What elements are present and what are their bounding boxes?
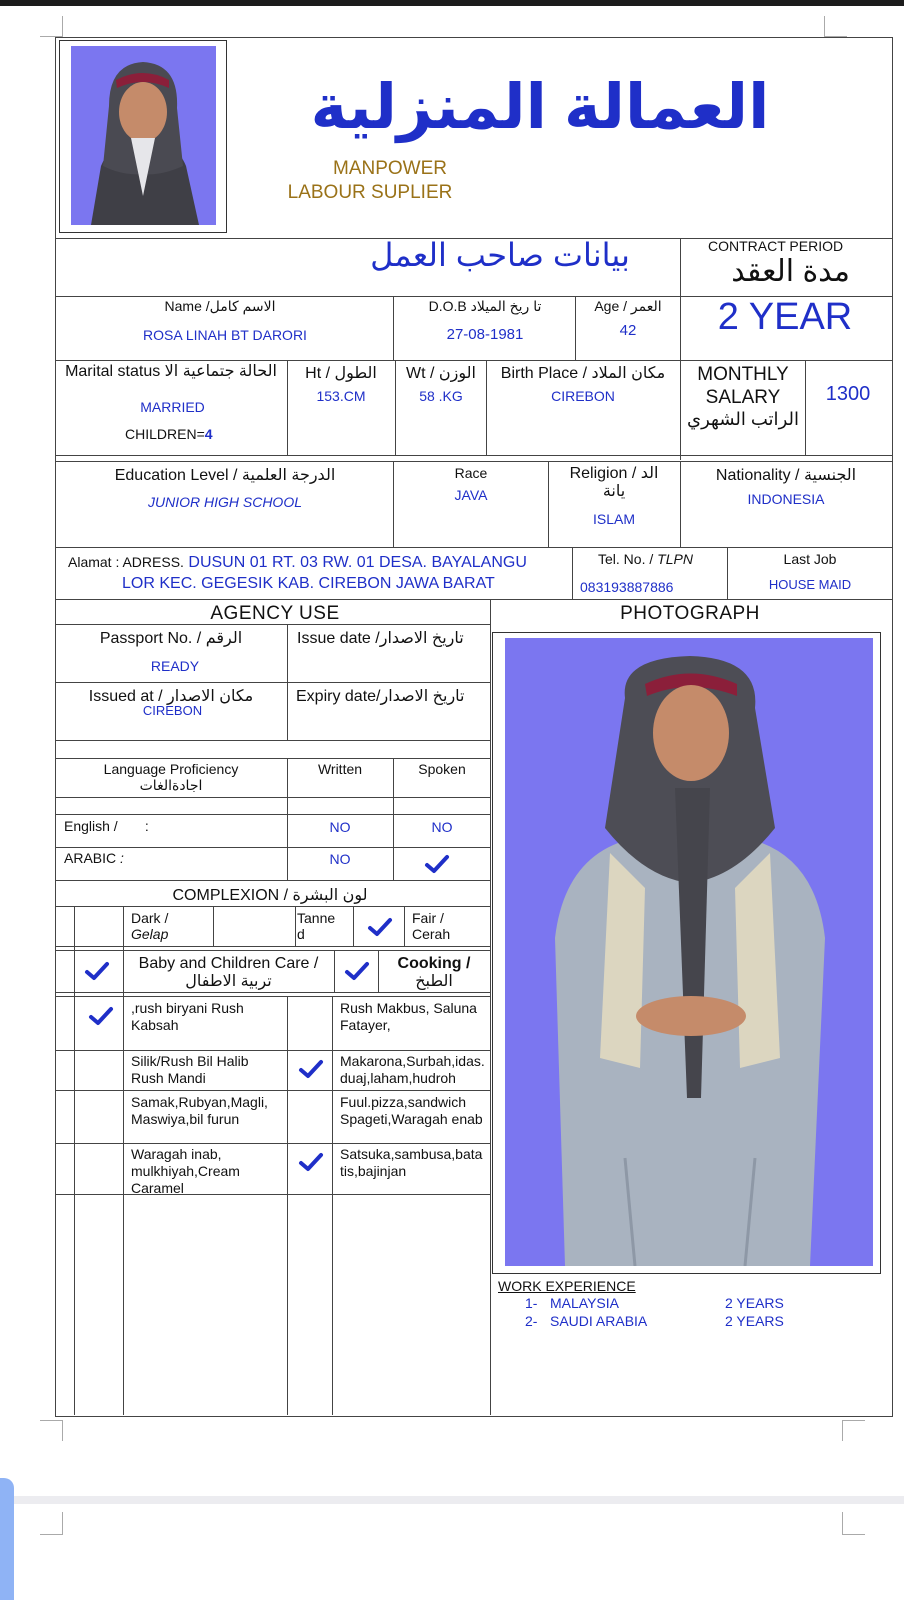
fair-label [412, 910, 450, 942]
weight-label: Wt / الوزن [406, 365, 476, 382]
religion-label: Religion / الد يانة [569, 465, 659, 500]
dark-text: Dark / [131, 910, 169, 926]
nationality-label: Nationality / الجنسية [715, 467, 857, 484]
skill-left-1: ,rush biryani Rush Kabsah [131, 1000, 244, 1033]
agency-title: AGENCY USE [210, 603, 340, 624]
skill-left-4: Waragah inab, mulkhiyah,Cream Caramel [131, 1146, 240, 1196]
language-header: Language Proficiency [103, 761, 239, 777]
fair-text-2: Cerah [412, 926, 451, 942]
check-icon [88, 1005, 114, 1027]
crop-mark [40, 16, 63, 37]
baby-care-label [126, 955, 331, 991]
complexion-title: COMPLEXION / لون البشرة [172, 887, 368, 904]
language-header-arabic: اجادةالغات [139, 777, 203, 793]
dark-label [131, 910, 168, 942]
skill-left-2: Silik/Rush Bil Halib Rush Mandi [131, 1053, 249, 1086]
written-header: Written [317, 761, 363, 777]
arabic-label: ARABIC [64, 850, 117, 866]
employer-title: بيانات صاحب العمل [370, 237, 630, 273]
baby-care-arabic: تربية الاطفال [185, 973, 272, 990]
children-value: 4 [204, 426, 213, 442]
arabic-label-colon: : [120, 850, 124, 866]
skill-left-3: Samak,Rubyan,Magli, Maswiya,bil furun [131, 1094, 268, 1127]
skill-right-4: Satsuka,sambusa,batatis,bajinjan [340, 1146, 483, 1179]
tel-label-italic: TLPN [657, 551, 693, 567]
check-icon [298, 1058, 324, 1080]
skill-right-3: Fuul.pizza,sandwich Spageti,Waragah enab [340, 1094, 483, 1127]
nationality-value: INDONESIA [747, 491, 825, 507]
check-icon [84, 960, 110, 982]
spoken-header: Spoken [418, 761, 466, 777]
header-line2: LABOUR SUPLIER [287, 182, 453, 203]
lastjob-value: HOUSE MAID [768, 577, 852, 592]
children-label: CHILDREN= [125, 426, 205, 442]
tel-label-line [598, 551, 693, 567]
cooking-arabic: الطبخ [415, 973, 453, 990]
full-body-photo [505, 638, 873, 1266]
portrait-photo [71, 46, 216, 225]
lastjob-label: Last Job [783, 551, 837, 567]
crop-mark [824, 16, 847, 37]
fair-text-1: Fair / [412, 910, 444, 926]
issued-at-value: CIREBON [142, 703, 203, 718]
contract-arabic: مدة العقد [731, 255, 850, 288]
crop-mark [842, 1512, 865, 1535]
arabic-label-line [64, 850, 124, 866]
passport-label: Passport No. / الرقم [99, 630, 243, 647]
check-icon [424, 853, 450, 875]
page-gap [0, 1496, 904, 1504]
address-value-1: DUSUN 01 RT. 03 RW. 01 DESA. BAYALANGU [188, 554, 527, 571]
salary-value: 1300 [825, 383, 871, 405]
age-value: 42 [619, 322, 637, 339]
marital-label: Marital status الحالة جتماعية الا [65, 363, 277, 380]
salary-label-2: SALARY [705, 387, 781, 408]
salary-label-1: MONTHLY [697, 364, 789, 385]
work-item-years-1: 2 YEARS [725, 1295, 784, 1311]
religion-value: ISLAM [592, 511, 635, 527]
expiry-date-label: Expiry date/تاريخ الاصدار [296, 688, 465, 705]
photograph-title: PHOTOGRAPH [620, 603, 760, 624]
crop-mark [842, 1420, 865, 1441]
height-value: 153.CM [316, 388, 366, 404]
tanned-text-2: d [297, 926, 305, 942]
contract-value: 2 YEAR [717, 296, 853, 338]
dark-text-italic: Gelap [131, 926, 169, 942]
baby-care-text: Baby and Children Care / [138, 955, 319, 972]
cooking-label [384, 955, 484, 991]
crop-mark [40, 1512, 63, 1535]
skill-right-1: Rush Makbus, Saluna Fatayer, [340, 1000, 477, 1033]
passport-value: READY [150, 658, 200, 674]
contract-label: CONTRACT PERIOD [708, 238, 844, 254]
salary-arabic: الراتب الشهري [687, 409, 799, 429]
work-experience-title: WORK EXPERIENCE [498, 1278, 636, 1294]
work-item-years-2: 2 YEARS [725, 1313, 784, 1329]
arabic-written: NO [329, 851, 351, 867]
cooking-text: Cooking / [397, 955, 471, 972]
dob-label: D.O.B تا ريخ الميلاد [428, 298, 542, 314]
check-icon [344, 960, 370, 982]
address-label: Alamat : ADRESS. [68, 554, 184, 570]
children-line [125, 426, 213, 442]
education-label: Education Level / الدرجة العلمية [114, 467, 336, 484]
tel-label: Tel. No. / [598, 551, 654, 567]
name-label: Name /الاسم كامل [164, 298, 276, 314]
race-label: Race [454, 465, 488, 481]
header-line1: MANPOWER [333, 158, 447, 179]
work-item-country-1: MALAYSIA [550, 1295, 619, 1311]
scroll-handle[interactable] [0, 1478, 14, 1600]
tel-value: 083193887886 [580, 579, 674, 595]
dob-value: 27-08-1981 [446, 326, 524, 343]
english-written: NO [329, 819, 351, 835]
issued-at-label: Issued at / مكان الاصدار [88, 688, 254, 705]
issue-date-label: Issue date /تاريخ الاصدار [297, 630, 464, 647]
height-label: Ht / الطول [305, 365, 377, 382]
name-value: ROSA LINAH BT DARORI [143, 327, 307, 343]
check-icon [367, 916, 393, 938]
birthplace-label: Birth Place / مكان الملاد [500, 365, 666, 382]
crop-mark [40, 1420, 63, 1441]
birthplace-value: CIREBON [551, 388, 615, 404]
work-item-num-1: 1- [525, 1295, 538, 1311]
age-label: Age / العمر [594, 298, 662, 314]
check-icon [298, 1151, 324, 1173]
skill-right-2: Makarona,Surbah,idas.duaj,laham,hudroh [340, 1053, 485, 1086]
address-line1 [68, 554, 568, 572]
top-status-bar [0, 0, 904, 6]
tanned-label [297, 910, 335, 942]
address-value-2: LOR KEC. GEGESIK KAB. CIREBON JAWA BARAT [122, 575, 495, 592]
english-spoken: NO [431, 819, 453, 835]
work-item-num-2: 2- [525, 1313, 538, 1329]
tanned-text-1: Tanne [297, 910, 336, 926]
work-item-country-2: SAUDI ARABIA [550, 1313, 648, 1329]
weight-value: 58 .KG [419, 388, 463, 404]
education-value: JUNIOR HIGH SCHOOL [147, 494, 302, 510]
arabic-title: العمالة المنزلية [310, 73, 770, 142]
race-value: JAVA [454, 487, 488, 503]
marital-value: MARRIED [140, 399, 205, 415]
english-label: English / : [64, 818, 149, 834]
